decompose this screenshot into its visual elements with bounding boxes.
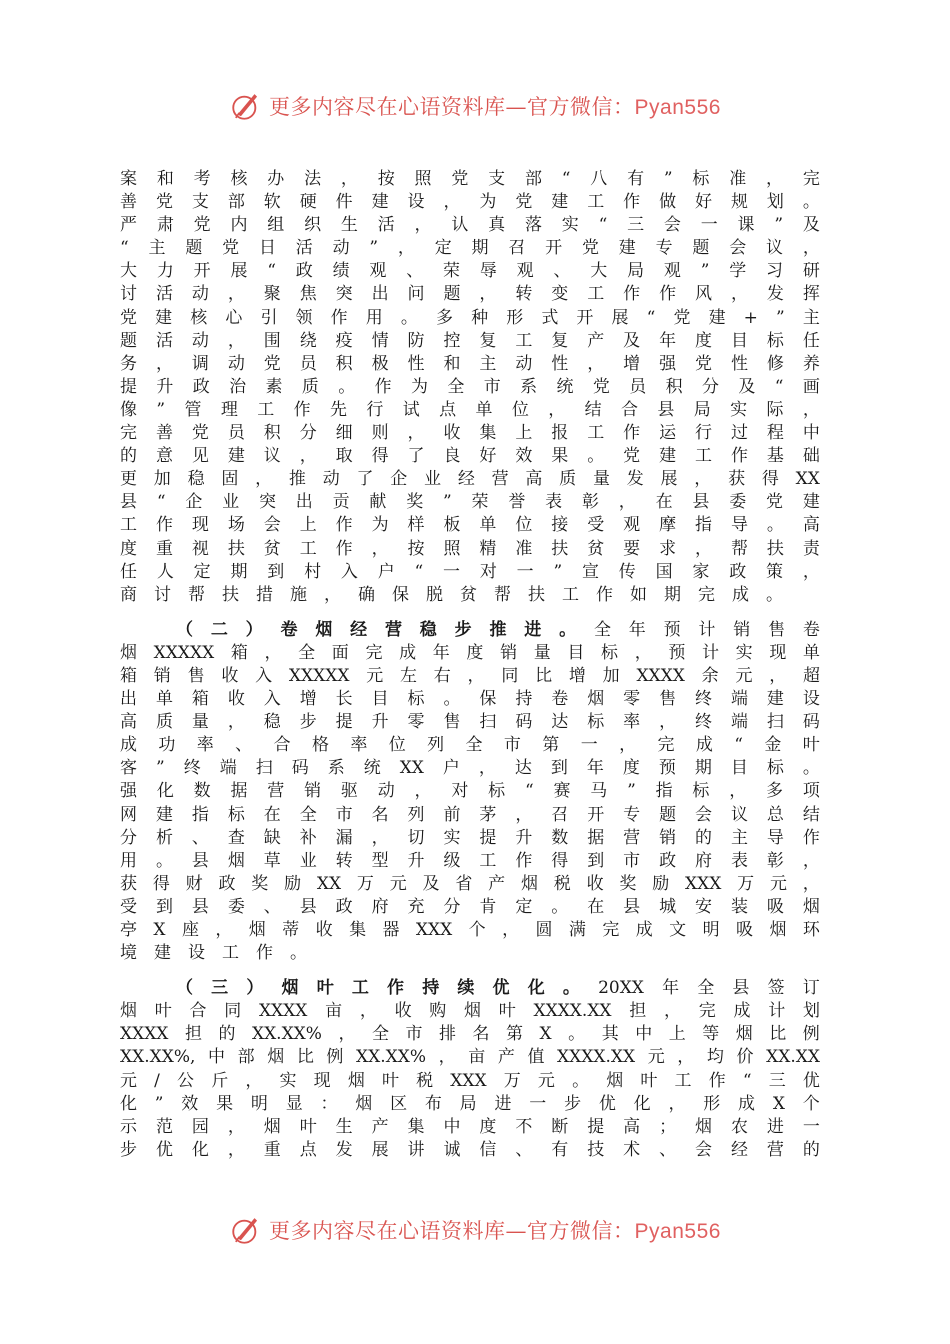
text-line: 受 到 县 委 、 县 政 府 充 分 肯 定 。 在 县 城 安 装 吸 烟 [120, 896, 820, 917]
text-line: XXXX 担 的 XX.XX% ， 全 市 排 名 第 X 。 其 中 上 等 烟 比 例 [120, 1024, 820, 1045]
text-line: 步 优 化 ， 重 点 发 展 讲 诚 信 、 有 技 术 、 会 经 营 的 [120, 1139, 820, 1160]
text-line: 成 功 率 、 合 格 率 位 列 全 市 第 一 ， 完 成 “ 金 叶 [120, 735, 820, 756]
text-line: 用 。 县 烟 草 业 转 型 升 级 工 作 得 到 市 政 府 表 彰 ， [120, 850, 820, 871]
text-line: 境 建 设 工 作 。 [120, 943, 307, 964]
text-line: 元 / 公 斤 ， 实 现 烟 叶 税 XXX 万 元 。 烟 叶 工 作 “ 三 优 [120, 1070, 820, 1091]
text-line: 客 ” 终 端 扫 码 系 统 XX 户 ， 达 到 年 度 预 期 目 标 。 [120, 758, 820, 779]
text-line: 分 析 、 查 缺 补 漏 ， 切 实 提 升 数 据 营 销 的 主 导 作 [120, 827, 820, 848]
text-line: 的 意 见 建 议 ， 取 得 了 良 好 效 果 。 党 建 工 作 基 础 [120, 446, 820, 467]
text-line: 案 和 考 核 办 法 ， 按 照 党 支 部 “ 八 有 ” 标 准 ， 完 [120, 169, 820, 189]
text-line: 烟 XXXXX 箱 ， 全 面 完 成 年 度 销 量 目 标 ， 预 计 实 现 单 [120, 642, 820, 663]
text-line: 大 力 开 展 “ 政 绩 观 、 荣 辱 观 、 大 局 观 ” 学 习 研 [120, 261, 820, 282]
banner-text: 更多内容尽在心语资料库—官方微信：Pyan556 [269, 95, 721, 119]
text-line: 完 善 党 员 积 分 细 则 ， 收 集 上 报 工 作 运 行 过 程 中 [120, 423, 820, 444]
section-heading-line: （ 二 ） 卷 烟 经 营 稳 步 推 进 。 全 年 预 计 销 售 卷 [176, 619, 820, 640]
quill-logo-icon [229, 89, 263, 123]
text-line: 任 人 定 期 到 村 入 户 “ 一 对 一 ” 宣 传 国 家 政 策 ， [120, 561, 820, 582]
text-line: 善 党 支 部 软 硬 件 建 设 ， 为 党 建 工 作 做 好 规 划 。 [120, 192, 820, 213]
document-body [120, 168, 820, 1174]
paragraph [120, 619, 820, 965]
text-line: 示 范 园 ， 烟 叶 生 产 集 中 度 不 断 提 高 ； 烟 农 进 一 [120, 1116, 820, 1137]
text-line: 讨 活 动 ， 聚 焦 突 出 问 题 ， 转 变 工 作 作 风 ， 发 挥 [120, 284, 820, 305]
text-line: 县 “ 企 业 突 出 贡 献 奖 ” 荣 誉 表 彰 ， 在 县 委 党 建 [120, 492, 820, 513]
text-line: 像 ” 管 理 工 作 先 行 试 点 单 位 ， 结 合 县 局 实 际 ， [120, 399, 820, 420]
paragraph [120, 168, 820, 607]
text-line: 强 化 数 据 营 销 驱 动 ， 对 标 “ 赛 马 ” 指 标 ， 多 项 [120, 781, 820, 802]
text-line: 度 重 视 扶 贫 工 作 ， 按 照 精 准 扶 贫 要 求 ， 帮 扶 责 [120, 538, 820, 559]
quill-logo-icon [229, 1213, 263, 1247]
text-line: 更 加 稳 固 ， 推 动 了 企 业 经 营 高 质 量 发 展 ， 获 得 XX [120, 469, 820, 490]
text-line: 提 升 政 治 素 质 。 作 为 全 市 系 统 党 员 积 分 及 “ 画 [120, 376, 820, 397]
text-line: 箱 销 售 收 入 XXXXX 元 左 右 ， 同 比 增 加 XXXX 余 元 ， 超 [120, 665, 820, 686]
text-line: 获 得 财 政 奖 励 XX 万 元 及 省 产 烟 税 收 奖 励 XXX 万 元 ， [120, 873, 820, 894]
text-line: 严 肃 党 内 组 织 生 活 ， 认 真 落 实 “ 三 会 一 课 ” 及 [120, 215, 820, 236]
text-line: 烟 叶 合 同 XXXX 亩 ， 收 购 烟 叶 XXXX.XX 担 ， 完 成 计 划 [120, 1001, 820, 1022]
text-line: 亭 X 座 ， 烟 蒂 收 集 器 XXX 个 ， 圆 满 完 成 文 明 吸 烟 环 [120, 920, 820, 940]
header-banner [0, 84, 950, 128]
text-line: 商 讨 帮 扶 措 施 ， 确 保 脱 贫 帮 扶 工 作 如 期 完 成 。 [120, 584, 783, 605]
section-heading-line: （ 三 ） 烟 叶 工 作 持 续 优 化 。 20XX 年 全 县 签 订 [176, 978, 820, 999]
banner-text: 更多内容尽在心语资料库—官方微信：Pyan556 [269, 1219, 721, 1243]
text-line: 化 ” 效 果 明 显 ： 烟 区 布 局 进 一 步 优 化 ， 形 成 X 个 [120, 1093, 820, 1114]
text-line: XX.XX%, 中 部 烟 比 例 XX.XX% ， 亩 产 值 XXXX.XX 元 ， 均 价 XX.XX [120, 1047, 820, 1068]
text-line: 题 活 动 ， 围 绕 疫 情 防 控 复 工 复 产 及 年 度 目 标 任 [120, 330, 820, 351]
text-line: 高 质 量 ， 稳 步 提 升 零 售 扫 码 达 标 率 ， 终 端 扫 码 [120, 712, 820, 733]
text-line: 党 建 核 心 引 领 作 用 。 多 种 形 式 开 展 “ 党 建 + ” 主 [120, 307, 820, 328]
text-line: “ 主 题 党 日 活 动 ” ， 定 期 召 开 党 建 专 题 会 议 ， [120, 238, 820, 259]
footer-banner [0, 1208, 950, 1252]
text-line: 出 单 箱 收 入 增 长 目 标 。 保 持 卷 烟 零 售 终 端 建 设 [120, 689, 820, 710]
text-line: 务 ， 调 动 党 员 积 极 性 和 主 动 性 ， 增 强 党 性 修 养 [120, 353, 820, 374]
paragraph [120, 977, 820, 1162]
text-line: 工 作 现 场 会 上 作 为 样 板 单 位 接 受 观 摩 指 导 。 高 [120, 515, 820, 536]
text-line: 网 建 指 标 在 全 市 名 列 前 茅 ， 召 开 专 题 会 议 总 结 [120, 804, 820, 825]
